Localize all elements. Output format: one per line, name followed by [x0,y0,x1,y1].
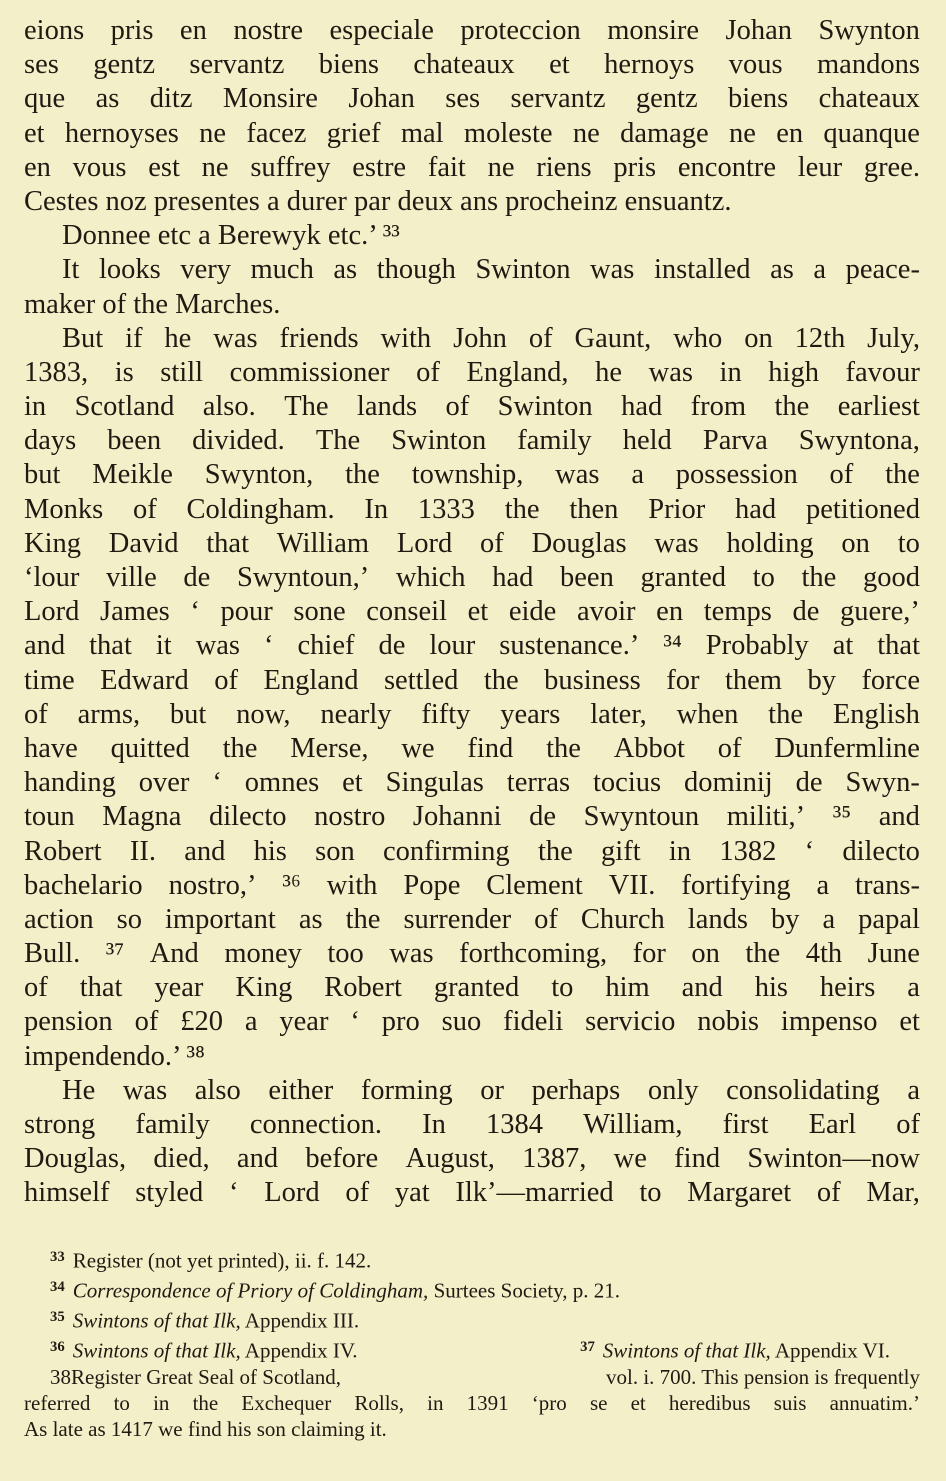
text-line: handing over ‘ omnes et Singulas terras tocius dominij de Swyn- [24,767,920,799]
footnote-number: 34 [50,1278,65,1295]
footnote-title: Swintons of that Ilk, [72,1338,241,1363]
text-line: Lord James ‘ pour sone conseil et eide avoir en temps de guere,’ [24,596,920,628]
text-line: himself styled ‘ Lord of yat Ilk’—married to Margaret of Mar, [24,1177,920,1209]
footnote-33 [24,1243,920,1273]
footnote-36 [50,1333,358,1363]
text-line: He was also either forming or perhaps only consolidating a [62,1074,920,1106]
text-line: impendendo.’ ³⁸ [24,1040,205,1072]
text-line: ses gentz servantz biens chateaux et hernoys vous mandons [24,49,920,81]
text-line: It looks very much as though Swinton was installed as a peace- [62,254,920,286]
text-line: eions pris en nostre especiale proteccion monsire Johan Swynton [24,15,920,46]
text-line: bachelario nostro,’ ³⁶ with Pope Clement VII. fortifying a trans- [24,869,920,901]
footnote-number: 36 [50,1338,65,1355]
text-line: strong family connection. In 1384 William, first Earl of [24,1109,920,1140]
footnote-number: 37 [580,1338,595,1355]
text-line: Monks of Coldingham. In 1333 the then Prior had petitioned [24,493,920,525]
footnote-text: Surtees Society, p. 21. [428,1278,621,1303]
text-line: 1383, is still commissioner of England, he was in high favour [24,356,920,388]
footnote-38 [24,1363,920,1441]
text-line: pension of £20 a year ‘ pro suo fideli servicio nobis impenso et [24,1006,920,1038]
text-line: in Scotland also. The lands of Swinton had from the earliest [24,391,920,423]
footnote-pair-36-37 [24,1333,920,1363]
text-line: que as ditz Monsire Johan ses servantz gentz biens chateaux [24,83,920,115]
footnote-title: Swintons of that Ilk, [72,1308,241,1333]
text-line: Bull. ³⁷ And money too was forthcoming, for on the 4th June [24,938,920,970]
footnote-line [24,1415,920,1441]
footnote-text: Appendix IV. [240,1338,358,1363]
text-line: But if he was friends with John of Gaunt, who on 12th July, [62,322,920,354]
text-line: Donnee etc a Berewyk etc.’ ³³ [62,220,400,252]
text-line: en vous est ne suffrey estre fait ne riens pris encontre leur gree. [24,151,920,183]
text-line: days been divided. The Swinton family held Parva Swyntona, [24,425,920,457]
text-line: toun Magna dilecto nostro Johanni de Swyntoun militi,’ ³⁵ and [24,801,920,833]
footnote-line [24,1363,920,1389]
text-line: action so important as the surrender of Church lands by a papal [24,903,920,935]
text-line: time Edward of England settled the business for them by force [24,664,920,696]
footnote-37 [580,1333,890,1363]
footnote-title: Correspondence of Priory of Coldingham, [72,1278,429,1303]
text-line: have quitted the Merse, we find the Abbot of Dunfermline [24,732,920,764]
text-line: Cestes noz presentes a durer par deux ans procheinz ensuantz. [24,185,732,217]
footnote-text: vol. i. 700. This pension is frequently [605,1364,920,1389]
text-line: but Meikle Swynton, the township, was a possession of the [24,459,920,491]
text-line: maker of the Marches. [24,288,281,320]
text-line: of arms, but now, nearly fifty years later, when the English [24,698,920,730]
footnote-title: Swintons of that Ilk, [602,1338,771,1363]
footnote-text: Appendix III. [240,1308,360,1333]
footnote-text: Register (not yet printed), ii. f. 142. [72,1248,372,1273]
footnote-34 [24,1273,920,1303]
footnote-title: Register Great Seal of Scotland, [71,1364,342,1389]
footnote-number: 33 [50,1248,65,1265]
footnote-35 [24,1303,920,1333]
text-line: King David that William Lord of Douglas was holding on to [24,527,920,559]
body-text [24,14,920,1211]
text-line: and that it was ‘ chief de lour sustenance.’ ³⁴ Probably at that [24,630,920,662]
text-line: ‘lour ville de Swyntoun,’ which had been granted to the good [24,562,920,593]
text-line: Robert II. and his son confirming the gift in 1382 ‘ dilecto [24,835,920,867]
footnote-text: As late as 1417 we find his son claiming it. [24,1416,387,1441]
text-line: et hernoyses ne facez grief mal moleste ne damage ne en quanque [24,117,920,149]
text-line: Douglas, died, and before August, 1387, we find Swinton—now [24,1143,920,1175]
footnote-number: 35 [50,1308,65,1325]
footnotes [24,1243,920,1441]
text-line: of that year King Robert granted to him and his heirs a [24,972,920,1004]
footnote-number: 38 [50,1364,71,1389]
footnote-text: Appendix VI. [770,1338,890,1363]
footnote-line: referred to in the Exchequer Rolls, in 1391 ‘pro se et heredibus suis annuatim.’ [24,1390,920,1415]
